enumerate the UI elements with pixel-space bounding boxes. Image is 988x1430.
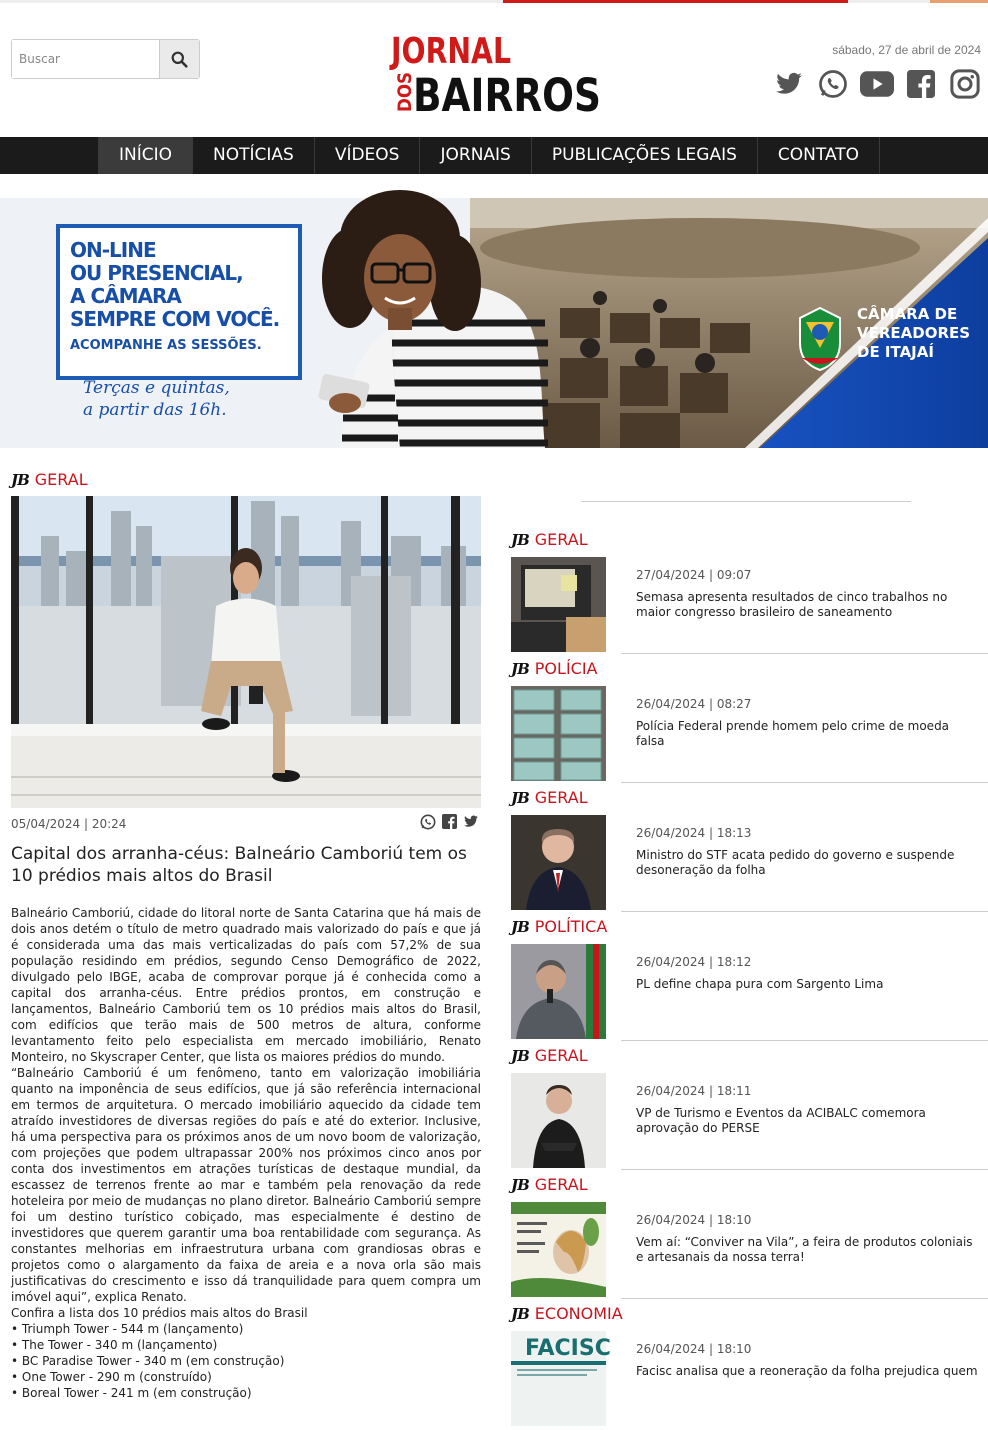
list-item: • The Tower - 340 m (lançamento) <box>11 1338 218 1352</box>
news-item[interactable] <box>511 917 988 1046</box>
news-title[interactable]: Polícia Federal prende homem pelo crime de moeda falsa <box>636 719 950 748</box>
search-icon <box>171 51 188 68</box>
nav-item-inicio[interactable]: INÍCIO <box>99 137 193 174</box>
jb-logo-icon: JB <box>511 659 529 678</box>
banner-schedule-1: Terças e quintas, <box>83 378 230 398</box>
nav-item-jornais[interactable]: JORNAIS <box>420 137 531 174</box>
news-thumbnail[interactable] <box>511 1073 606 1168</box>
instagram-icon[interactable] <box>949 68 981 100</box>
social-links <box>773 68 981 100</box>
category-label: GERAL <box>34 470 88 489</box>
main-article-date: 05/04/2024 | 20:24 <box>11 817 127 831</box>
news-thumbnail[interactable] <box>511 944 606 1039</box>
twitter-share-icon[interactable] <box>463 814 479 834</box>
news-date: 27/04/2024 | 09:07 <box>636 568 752 582</box>
news-date: 26/04/2024 | 08:27 <box>636 697 752 711</box>
jb-logo-icon: JB <box>511 1175 529 1194</box>
news-date: 26/04/2024 | 18:10 <box>636 1213 752 1227</box>
main-navigation <box>0 137 988 174</box>
news-title[interactable]: Semasa apresenta resultados de cinco trabalhos no maior congresso brasileiro de saneamento <box>636 590 948 619</box>
main-article-category[interactable] <box>11 470 88 489</box>
article-paragraph: Balneário Camboriú, cidade do litoral norte de Santa Catarina que há mais de dois anos detém o título de metro quadrado mais valorizado do país e que já é considerada uma das mais verticalizadas do país com 57,2% de sua população residindo em prédios, segundo Censo Demográfico de 2022, divulgado pelo IBGE, acaba de comprovar porque já é conhecida como a capital dos arranha-céus. Entre prédios prontos, em construção e lançamentos, Balneário Camboriú tem os 10 prédios mais altos do Brasil, com edifícios que terão mais de 500 metros de altura, conforme levantamento feito pelo especialista em mercado imobiliário, Renato Monteiro, no Skyscraper Center, que lista os maiores prédios do mundo. <box>11 906 481 1064</box>
news-title[interactable]: VP de Turismo e Eventos da ACIBALC comemora aprovação do PERSE <box>636 1106 926 1135</box>
news-category: GERAL <box>534 788 588 807</box>
site-logo[interactable] <box>388 30 604 122</box>
jb-logo-icon: JB <box>511 917 529 936</box>
list-item: • One Tower - 290 m (construído) <box>11 1370 212 1384</box>
news-title[interactable]: Ministro do STF acata pedido do governo e suspende desoneração da folha <box>636 848 955 877</box>
main-article-title[interactable]: Capital dos arranha-céus: Balneário Camboriú tem os 10 prédios mais altos do Brasil <box>11 844 467 886</box>
article-paragraph: Confira a lista dos 10 prédios mais altos do Brasil <box>11 1306 308 1320</box>
svg-text:FACISC: FACISC <box>525 1336 611 1361</box>
jb-logo-icon: JB <box>511 530 529 549</box>
camara-ad-banner[interactable] <box>0 198 988 448</box>
search-button[interactable] <box>159 40 199 78</box>
news-item[interactable] <box>511 1304 988 1384</box>
svg-text:DOS: DOS <box>394 66 416 112</box>
jb-logo-icon: JB <box>511 1046 529 1065</box>
search-box <box>11 39 200 79</box>
news-title[interactable]: Vem aí: “Conviver na Vila”, a feira de produtos coloniais e artesanais da nossa terra! <box>636 1235 973 1264</box>
svg-text:JORNAL: JORNAL <box>388 31 511 72</box>
banner-camara-3: DE ITAJAÍ <box>857 343 934 361</box>
news-thumbnail[interactable] <box>511 815 606 910</box>
news-title[interactable]: PL define chapa pura com Sargento Lima <box>636 977 884 991</box>
top-accent-bar <box>0 0 988 3</box>
search-input[interactable] <box>12 40 159 78</box>
current-date: sábado, 27 de abril de 2024 <box>832 43 981 57</box>
news-item[interactable] <box>511 788 988 917</box>
jb-logo-icon: JB <box>511 788 529 807</box>
banner-line-1: ON-LINE <box>70 238 156 262</box>
banner-schedule-2: a partir das 16h. <box>83 400 227 420</box>
news-category: GERAL <box>534 1046 588 1065</box>
main-article-body <box>11 905 481 1401</box>
news-item[interactable] <box>511 1046 988 1175</box>
news-thumbnail[interactable] <box>511 557 606 652</box>
list-item: • BC Paradise Tower - 340 m (em construção) <box>11 1354 285 1368</box>
news-item[interactable] <box>511 530 988 659</box>
banner-camara-2: VEREADORES <box>857 324 971 342</box>
news-category: POLÍCIA <box>534 659 598 678</box>
news-thumbnail[interactable] <box>511 686 606 781</box>
news-title[interactable]: Facisc analisa que a reoneração da folha prejudica quem <box>636 1364 978 1378</box>
banner-subline: ACOMPANHE AS SESSÕES. <box>70 338 262 353</box>
sidebar-divider <box>581 501 911 502</box>
news-date: 26/04/2024 | 18:11 <box>636 1084 752 1098</box>
facebook-share-icon[interactable] <box>442 814 457 834</box>
jb-logo-icon: JB <box>11 470 29 489</box>
share-buttons <box>420 814 479 834</box>
banner-line-2: OU PRESENCIAL, <box>70 261 243 285</box>
whatsapp-icon[interactable] <box>817 68 849 100</box>
article-paragraph: “Balneário Camboriú é um fenômeno, tanto em valorização imobiliária quanto na imponência de seus edifícios, que já são referência internacional em termos de arquitetura. O mercado imobiliário aquecido da cidade tem atraído investidores de diversas regiões do país e até do exterior. Inclusive, há uma perspectiva para os próximos anos de um novo boom de valorização, com projeções que podem ultrapassar 200% nos próximos cinco anos por conta dos investimentos em atrações turísticas de destaque mundial, da escassez de terrenos frente ao mar e também pela renovação da rede hoteleira por meio de mudanças no plano diretor. Balneário Camboriú sempre foi um destino turístico cobiçado, mas especialmente é destino de investidores que querem garantir uma boa rentabilidade com segurança. As constantes melhorias em infraestrutura urbana com grandiosas obras e projetos como o alargamento da faixa de areia e a nova orla são mais justificativas do crescimento e isso dá tranquilidade para quem compra um imóvel aqui”, explica Renato. <box>11 1066 481 1304</box>
news-date: 26/04/2024 | 18:10 <box>636 1342 752 1356</box>
nav-item-publicacoes-legais[interactable]: PUBLICAÇÕES LEGAIS <box>532 137 758 174</box>
youtube-icon[interactable] <box>861 68 893 100</box>
news-category: GERAL <box>534 1175 588 1194</box>
list-item: • Boreal Tower - 241 m (em construção) <box>11 1386 252 1400</box>
main-article-image[interactable] <box>11 496 481 808</box>
twitter-icon[interactable] <box>773 68 805 100</box>
banner-line-4: SEMPRE COM VOCÊ. <box>70 307 280 331</box>
news-item[interactable] <box>511 659 988 788</box>
news-date: 26/04/2024 | 18:12 <box>636 955 752 969</box>
news-category: POLÍTICA <box>534 917 608 936</box>
facebook-icon[interactable] <box>905 68 937 100</box>
svg-text:BAIRROS: BAIRROS <box>413 69 601 122</box>
banner-line-3: A CÂMARA <box>70 284 181 308</box>
news-item[interactable] <box>511 1175 988 1304</box>
news-date: 26/04/2024 | 18:13 <box>636 826 752 840</box>
news-category: GERAL <box>534 530 588 549</box>
nav-item-noticias[interactable]: NOTÍCIAS <box>193 137 315 174</box>
news-thumbnail[interactable] <box>511 1331 611 1426</box>
nav-item-contato[interactable]: CONTATO <box>758 137 880 174</box>
jb-logo-icon: JB <box>511 1304 529 1323</box>
nav-item-videos[interactable]: VÍDEOS <box>315 137 421 174</box>
banner-camara-1: CÂMARA DE <box>857 305 958 323</box>
list-item: • Triumph Tower - 544 m (lançamento) <box>11 1322 244 1336</box>
whatsapp-share-icon[interactable] <box>420 814 436 834</box>
news-thumbnail[interactable] <box>511 1202 606 1297</box>
news-category: ECONOMIA <box>534 1304 623 1323</box>
